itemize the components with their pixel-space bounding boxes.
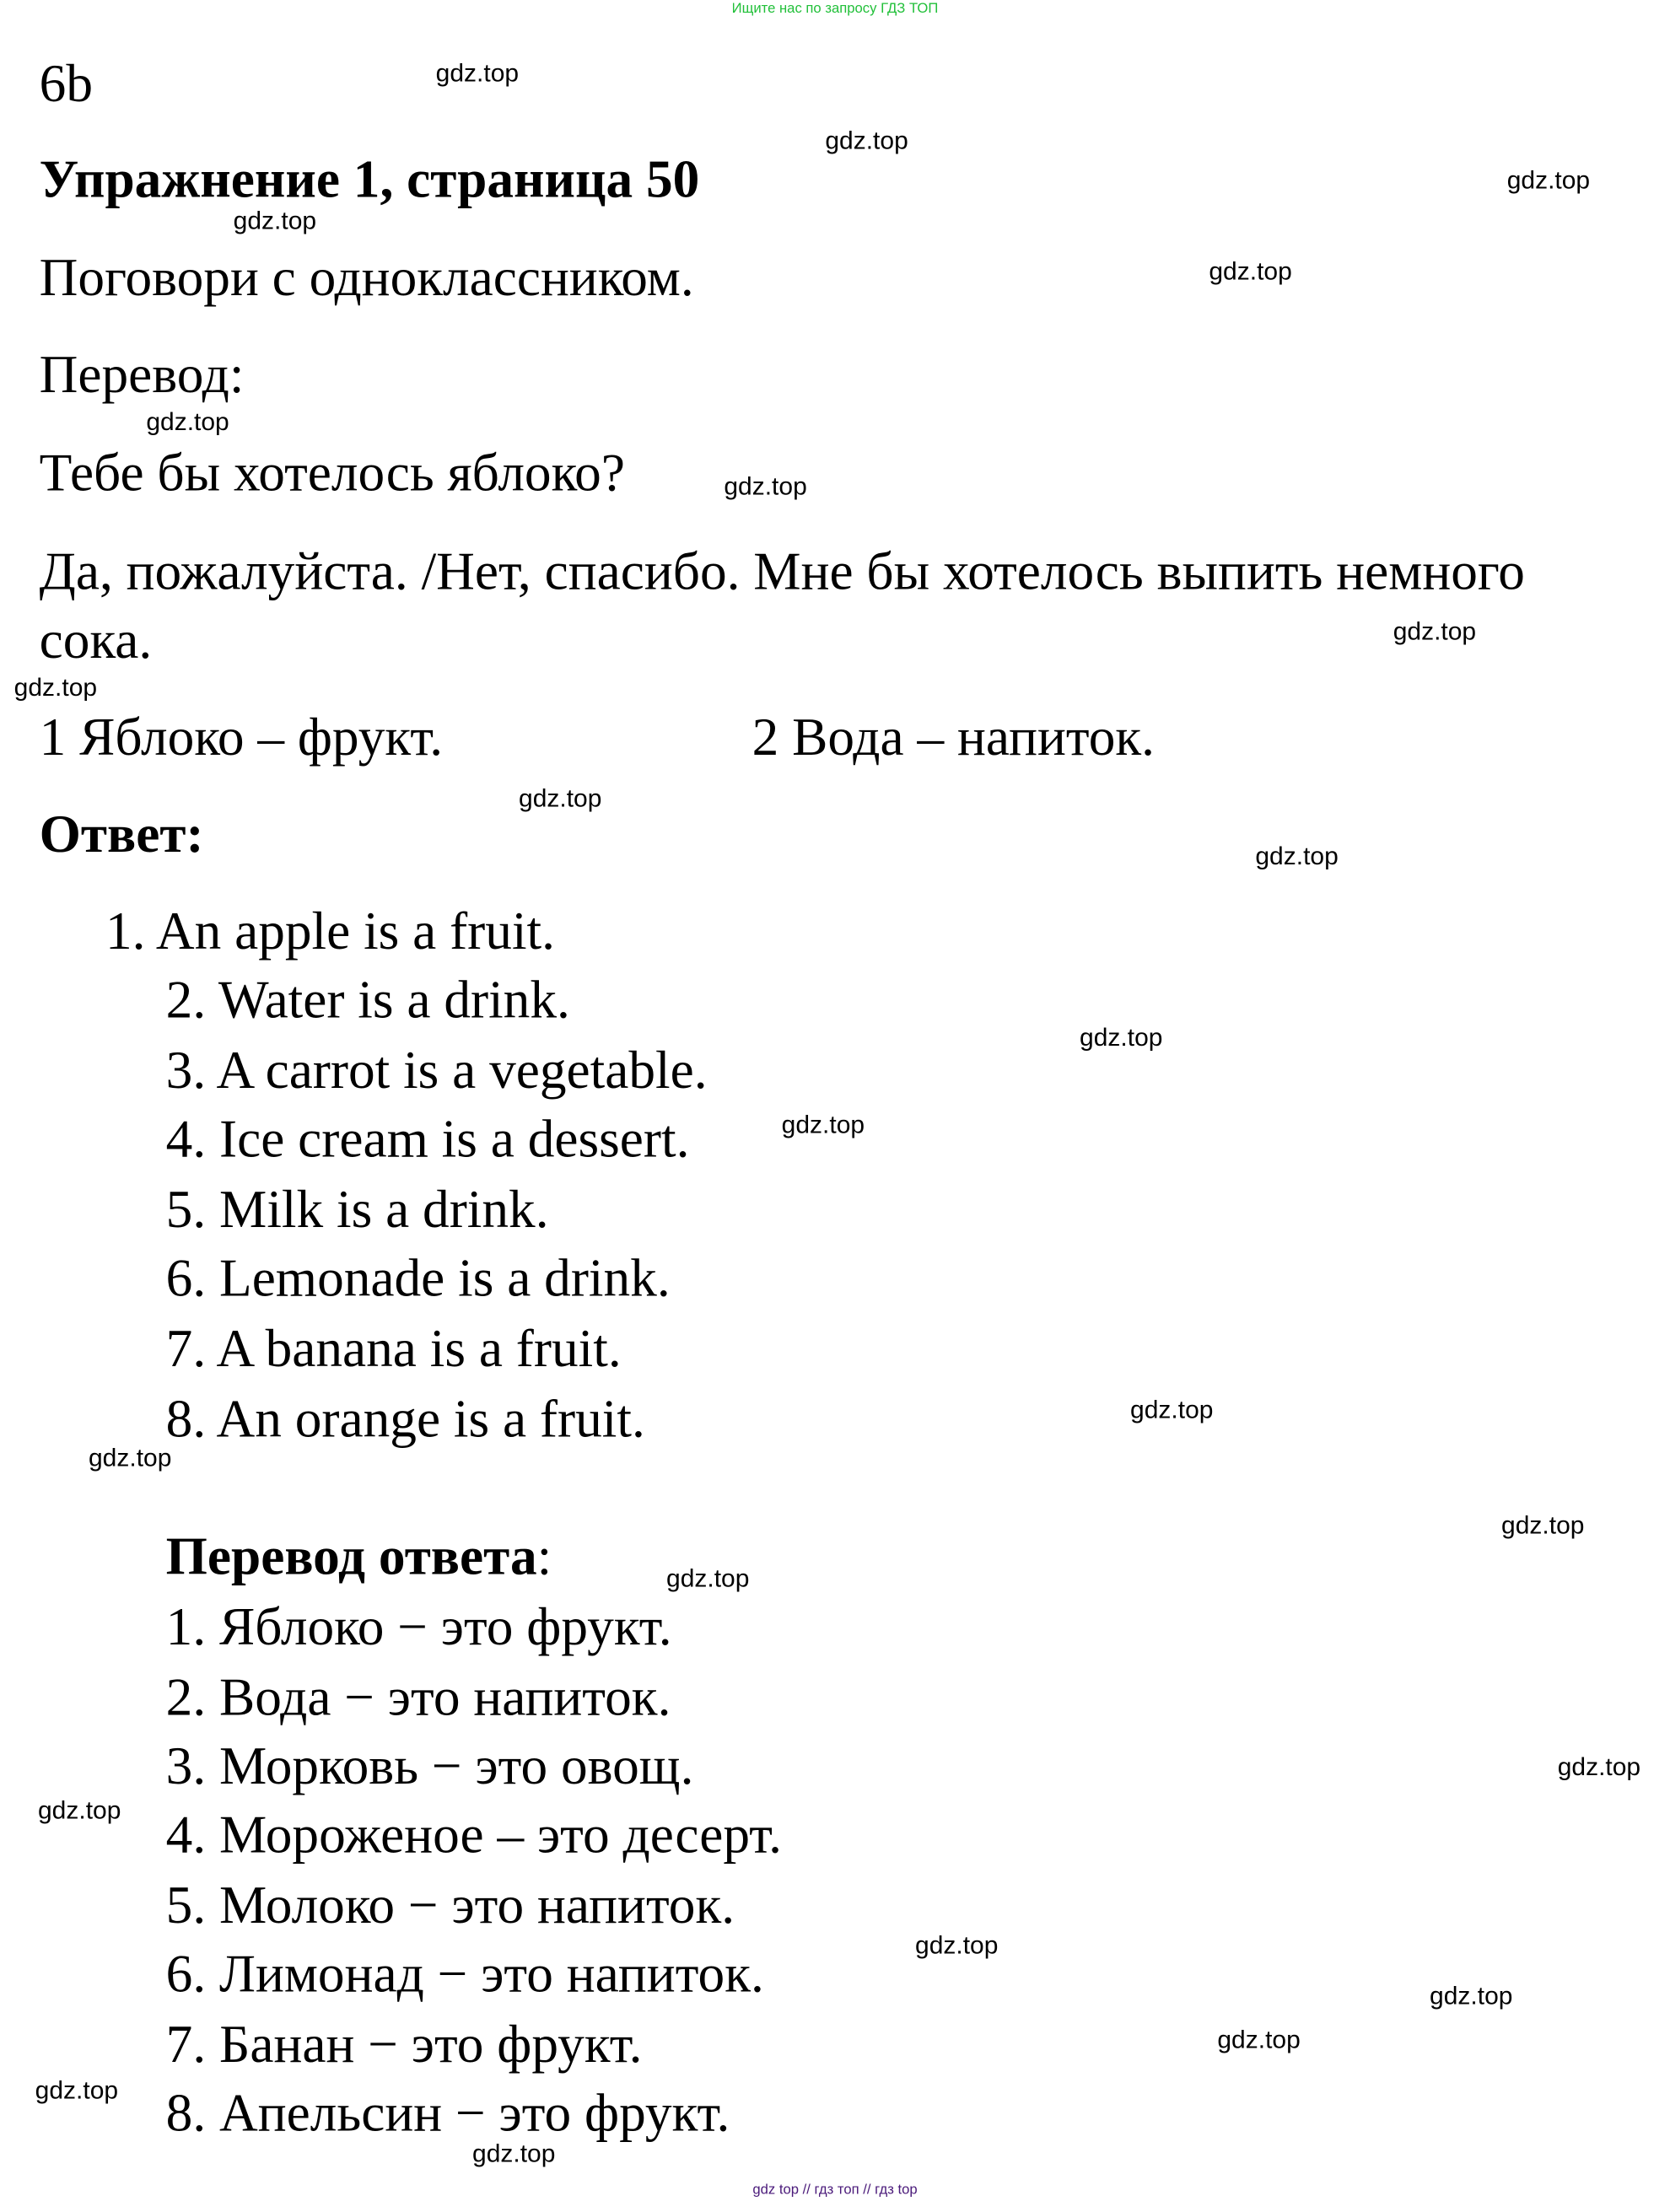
answer-item: 1. An apple is a fruit. [105, 902, 555, 962]
watermark: gdz.top [1217, 2025, 1301, 2054]
answer-item: 8. An orange is a fruit. [165, 1390, 645, 1450]
translation-item: 4. Мороженое – это десерт. [165, 1806, 782, 1865]
watermark: gdz.top [1209, 257, 1292, 286]
footer: gdz top // гдз топ // гдз top [752, 2182, 918, 2199]
watermark: gdz.top [89, 1443, 172, 1472]
translation-item: 2. Вода − это напиток. [165, 1668, 671, 1728]
answer-translation-label: Перевод ответа [165, 1527, 537, 1587]
answer-item: 2. Water is a drink. [165, 971, 570, 1031]
watermark: gdz.top [472, 2139, 556, 2168]
answer-item: 7. A banana is a fruit. [165, 1320, 622, 1380]
watermark: gdz.top [825, 126, 908, 155]
watermark: gdz.top [146, 407, 229, 436]
translation-item: 8. Апельсин − это фрукт. [165, 2084, 730, 2144]
watermark: gdz.top [1080, 1023, 1163, 1052]
answer-item: 5. Milk is a drink. [165, 1181, 549, 1241]
watermark: gdz.top [1557, 1752, 1641, 1781]
answer-item: 6. Lemonade is a drink. [165, 1249, 671, 1309]
section-label: 6b [39, 55, 94, 115]
translation-item: 3. Морковь − это овощ. [165, 1737, 694, 1797]
watermark: gdz.top [35, 2075, 119, 2105]
watermark: gdz.top [781, 1110, 865, 1139]
watermark: gdz.top [519, 784, 602, 813]
watermark: gdz.top [38, 1796, 121, 1825]
answer-line-2: сока. [39, 611, 153, 671]
answer-item: 3. A carrot is a vegetable. [165, 1041, 708, 1101]
watermark: gdz.top [1506, 165, 1591, 195]
watermark: gdz.top [666, 1564, 750, 1593]
example-1: 1 Яблоко – фрукт. [39, 708, 444, 768]
watermark: gdz.top [1430, 1982, 1513, 2010]
top-banner: Ищите нас по запросу ГДЗ ТОП [731, 1, 939, 18]
colon: : [536, 1527, 552, 1587]
watermark: gdz.top [233, 207, 317, 235]
question-text: Тебе бы хотелось яблоко? [39, 444, 625, 503]
answer-label: Ответ: [39, 805, 204, 865]
watermark: gdz.top [915, 1931, 999, 1960]
watermark: gdz.top [1130, 1396, 1214, 1424]
translation-label: Перевод: [39, 346, 245, 406]
watermark: gdz.top [1393, 616, 1477, 646]
watermark: gdz.top [13, 673, 98, 702]
example-2: 2 Вода – напиток. [752, 708, 1156, 768]
watermark: gdz.top [724, 472, 807, 501]
watermark: gdz.top [1255, 842, 1339, 870]
watermark: gdz.top [435, 59, 520, 88]
exercise-heading: Упражнение 1, страница 50 [39, 150, 700, 210]
translation-item: 5. Молоко − это напиток. [165, 1876, 735, 1936]
translation-item: 1. Яблоко − это фрукт. [165, 1598, 672, 1658]
task-text: Поговори с одноклассником. [39, 249, 694, 309]
translation-item: 7. Банан − это фрукт. [165, 2016, 643, 2075]
answer-translation-heading [165, 1527, 552, 1587]
watermark: gdz.top [1501, 1510, 1585, 1540]
translation-item: 6. Лимонад − это напиток. [165, 1945, 764, 2005]
answer-item: 4. Ice cream is a dessert. [165, 1110, 690, 1170]
answer-line-1: Да, пожалуйста. /Нет, спасибо. Мне бы хотелось выпить немного [39, 542, 1525, 602]
